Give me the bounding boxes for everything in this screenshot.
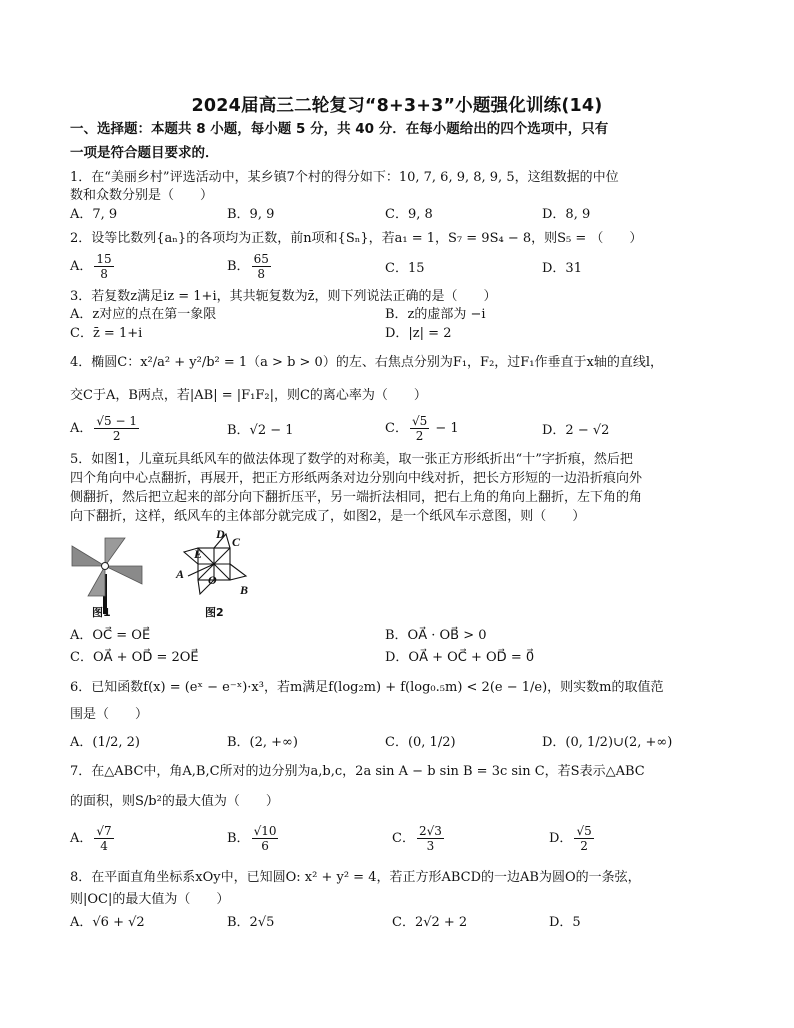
q7-option-d xyxy=(549,824,596,853)
q6-option-d: D．(0, 1/2)∪(2, +∞) xyxy=(542,735,673,750)
q8-stem-line2: 则|OC|的最大值为（ ） xyxy=(70,892,230,907)
q4-stem-line1: 4．椭圆C：x²/a² + y²/b² = 1（a > b > 0）的左、右焦点分别为F₁，F₂，过F₁作垂直于x轴的直线l， xyxy=(70,355,663,370)
section-heading-line2: 一项是符合题目要求的． xyxy=(70,145,219,161)
point-label-d: D xyxy=(216,527,225,541)
q4-option-c-tail: − 1 xyxy=(431,421,459,436)
q4-option-c xyxy=(385,414,459,443)
q3-option-a: A．z对应的点在第一象限 xyxy=(70,307,217,322)
section-heading-line1: 一、选择题：本题共 8 小题，每小题 5 分，共 40 分．在每小题给出的四个选项中，只有 xyxy=(70,121,609,137)
page-title: 2024届高三二轮复习“8+3+3”小题强化训练(14) xyxy=(191,96,603,116)
q5-option-a: A．OC⃗ = OE⃗ xyxy=(70,628,151,643)
q2-option-c: C．15 xyxy=(385,261,425,276)
q5-option-d: D．OA⃗ + OC⃗ + OD⃗ = 0⃗ xyxy=(385,650,535,665)
q4-option-c-fraction xyxy=(410,414,429,443)
q2-option-a-fraction xyxy=(94,252,113,281)
q7-option-a-numerator: √7 xyxy=(96,824,112,838)
q2-option-a xyxy=(70,252,116,281)
q4-stem-line2: 交C于A，B两点，若|AB| = |F₁F₂|，则C的离心率为（ ） xyxy=(70,388,427,403)
q2-option-b-fraction xyxy=(252,252,271,281)
q7-option-b-numerator: √10 xyxy=(253,824,277,838)
q5-stem-line3: 侧翻折，然后把立起来的部分向下翻折压平，另一端折法相同，把右上角的角向上翻折，左下角的角 xyxy=(70,490,643,505)
q2-option-b-numerator: 65 xyxy=(253,252,269,266)
q7-stem-line2: 的面积，则S/b²的最大值为（ ） xyxy=(70,794,279,809)
q2-option-d: D．31 xyxy=(542,261,582,276)
pinwheel-blade-2 xyxy=(105,538,125,566)
q2-stem: 2．设等比数列{aₙ}的各项均为正数，前n项和{Sₙ}，若a₁ = 1，S₇ = 9S₄ − 8，则S₅ = （ ） xyxy=(70,231,643,246)
q7-option-b-fraction xyxy=(252,824,279,853)
q7-option-c-fraction xyxy=(417,824,444,853)
q5-option-c: C．OA⃗ + OD⃗ = 2OE⃗ xyxy=(70,650,199,665)
point-label-a: A xyxy=(176,567,185,581)
point-label-o: O xyxy=(208,573,217,587)
q8-option-c: C．2√2 + 2 xyxy=(392,915,468,930)
q7-option-b-denominator: 6 xyxy=(261,839,269,853)
q8-stem-line1: 8．在平面直角坐标系xOy中，已知圆O: x² + y² = 4，若正方形ABCD的一边AB为圆O的一条弦， xyxy=(70,870,641,885)
q3-option-d: D．|z| = 2 xyxy=(385,326,452,341)
q5-stem-line4: 向下翻折，这样，纸风车的主体部分就完成了，如图2，是一个纸风车示意图，则（ ） xyxy=(70,509,586,524)
q7-option-c xyxy=(392,824,446,853)
q2-option-a-label: A． xyxy=(70,259,93,274)
q6-option-b: B．(2, +∞) xyxy=(227,735,298,750)
q2-option-a-numerator: 15 xyxy=(96,252,112,266)
q6-stem-line1: 6．已知函数f(x) = (eˣ − e⁻ˣ)·x³，若m满足f(log₂m) + f(log₀.₅m) < 2(e − 1/e)，则实数m的取值范 xyxy=(70,680,664,695)
q7-option-a-fraction xyxy=(94,824,113,853)
figure-1-label: 图1 xyxy=(92,606,111,619)
q7-option-c-label: C． xyxy=(392,831,415,846)
q4-option-b: B．√2 − 1 xyxy=(227,423,294,438)
q7-option-c-numerator: 2√3 xyxy=(418,824,442,838)
q7-option-b-label: B． xyxy=(227,831,250,846)
q3-option-c: C．z̄ = 1+i xyxy=(70,326,143,341)
q3-option-b: B．z的虚部为 −i xyxy=(385,307,486,322)
q7-option-a xyxy=(70,824,116,853)
diagram-blade-right xyxy=(230,564,246,580)
q6-option-a: A．(1/2, 2) xyxy=(70,735,140,750)
pinwheel-pin xyxy=(102,563,109,570)
q7-option-c-denominator: 3 xyxy=(426,839,435,853)
q5-stem-line2: 四个角向中心点翻折，再展开，把正方形纸两条对边分别向中线对折，把长方形短的一边沿折痕向外 xyxy=(70,471,643,486)
q4-option-d: D．2 − √2 xyxy=(542,423,610,438)
q4-option-c-denominator: 2 xyxy=(415,429,424,443)
q5-option-b: B．OA⃗ · OB⃗ > 0 xyxy=(385,628,487,643)
q7-option-a-denominator: 4 xyxy=(100,839,108,853)
q1-option-c: C．9, 8 xyxy=(385,207,433,222)
q1-stem-line1: 1．在“美丽乡村”评选活动中，某乡镇7个村的得分如下：10, 7, 6, 9, 8, 9, 5，这组数据的中位 xyxy=(70,170,619,185)
q1-stem-line2: 数和众数分别是（ ） xyxy=(70,188,214,203)
q2-option-b-denominator: 8 xyxy=(257,267,266,281)
q4-option-a-label: A． xyxy=(70,421,93,436)
q7-option-b xyxy=(227,824,280,853)
q8-option-a: A．√6 + √2 xyxy=(70,915,145,930)
q2-option-b-label: B． xyxy=(227,259,250,274)
q4-option-c-label: C． xyxy=(385,421,408,436)
q2-option-b xyxy=(227,252,273,281)
q7-option-d-fraction xyxy=(574,824,593,853)
point-label-b: B xyxy=(240,583,249,597)
q1-option-a: A．7, 9 xyxy=(70,207,118,222)
point-label-e: E xyxy=(194,547,203,561)
q7-stem-line1: 7．在△ABC中，角A,B,C所对的边分别为a,b,c，2a sin A − b sin B = 3c sin C，若S表示△ABC xyxy=(70,764,645,779)
q7-option-a-label: A． xyxy=(70,831,93,846)
q4-option-a-fraction xyxy=(94,414,139,443)
pinwheel-blade-3 xyxy=(105,566,142,584)
q4-option-a-numerator: √5 − 1 xyxy=(96,414,137,428)
q5-stem-line1: 5．如图1，儿童玩具纸风车的做法体现了数学的对称美，取一张正方形纸折出“十”字折痕，然后把 xyxy=(70,452,633,467)
q8-option-d: D．5 xyxy=(549,915,581,930)
figure-2-diagram xyxy=(170,526,270,604)
pinwheel-blade-1 xyxy=(72,546,105,566)
q4-option-c-numerator: √5 xyxy=(411,414,428,428)
q7-option-d-label: D． xyxy=(549,831,573,846)
q2-option-a-denominator: 8 xyxy=(100,267,108,281)
q8-option-b: B．2√5 xyxy=(227,915,275,930)
q6-option-c: C．(0, 1/2) xyxy=(385,735,456,750)
q7-option-d-denominator: 2 xyxy=(580,839,588,853)
q7-option-d-numerator: √5 xyxy=(576,824,592,838)
q3-stem: 3．若复数z满足iz = 1+i，其共轭复数为z̄，则下列说法正确的是（ ） xyxy=(70,289,497,304)
pinwheel-blade-4 xyxy=(88,566,105,596)
q1-option-b: B．9, 9 xyxy=(227,207,275,222)
figure-2-label: 图2 xyxy=(205,606,224,619)
point-label-c: C xyxy=(232,535,241,549)
q6-stem-line2: 围是（ ） xyxy=(70,707,149,722)
q4-option-a-denominator: 2 xyxy=(112,429,121,443)
q4-option-a xyxy=(70,414,141,443)
q1-option-d: D．8, 9 xyxy=(542,207,591,222)
figure-1-pinwheel xyxy=(70,536,160,614)
